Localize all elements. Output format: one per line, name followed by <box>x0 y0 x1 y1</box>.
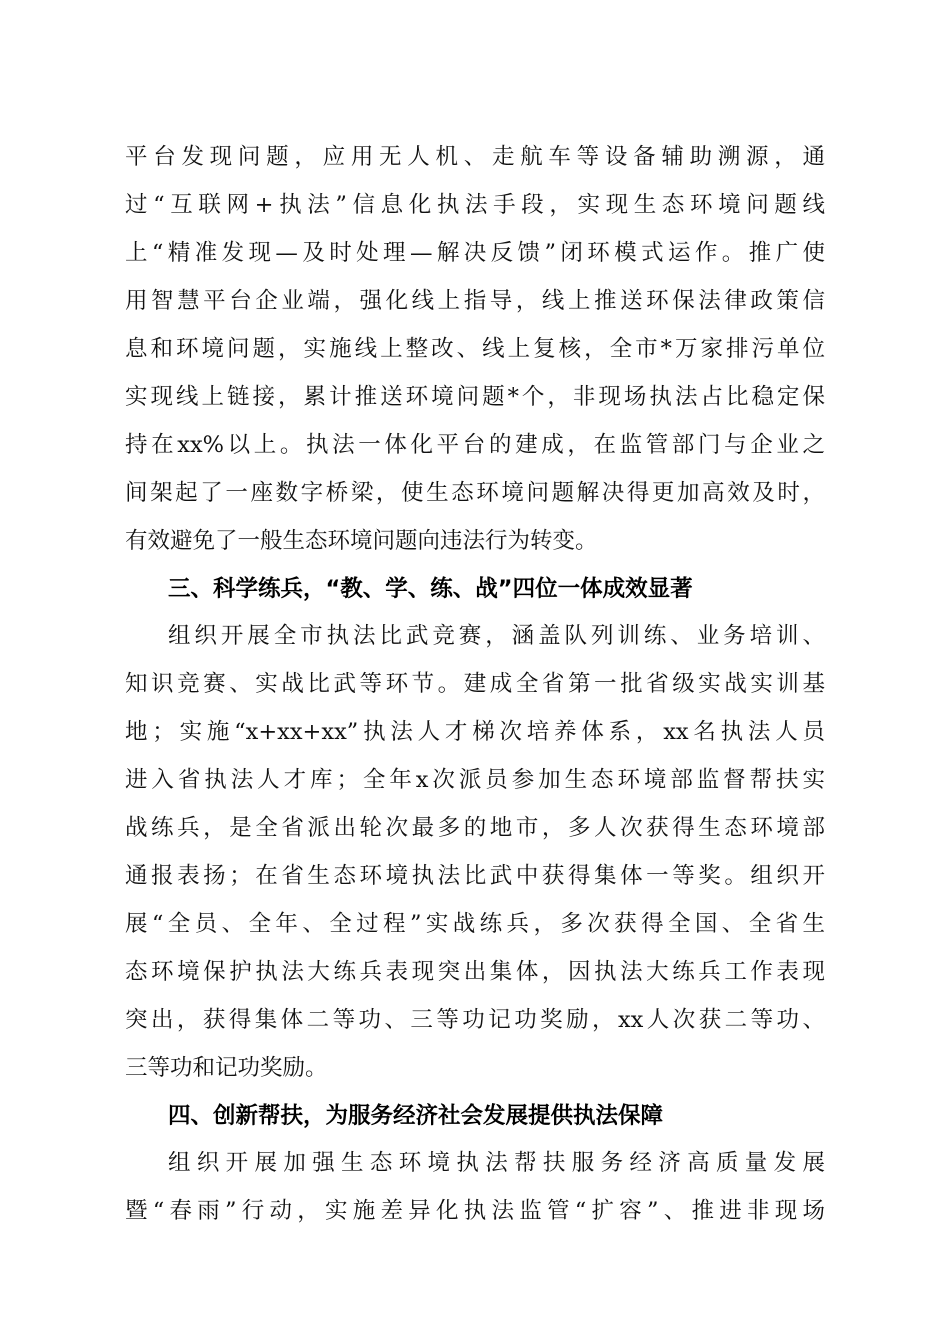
paragraph-line: 组织开展全市执法比武竞赛，涵盖队列训练、业务培训、 <box>168 623 825 649</box>
paragraph-line: 平台发现问题，应用无人机、走航车等设备辅助溯源，通 <box>125 144 825 170</box>
paragraph-line: 上“精准发现—及时处理—解决反馈”闭环模式运作。推广使 <box>125 240 825 266</box>
paragraph-line: 用智慧平台企业端，强化线上指导，线上推送环保法律政策信 <box>125 288 825 314</box>
paragraph-line: 进入省执法人才库；全年x次派员参加生态环境部监督帮扶实 <box>125 767 825 793</box>
paragraph-line: 三等功和记功奖励。 <box>125 1055 328 1081</box>
paragraph-line: 知识竞赛、实战比武等环节。建成全省第一批省级实战实训基 <box>125 671 825 697</box>
paragraph-line: 突出，获得集体二等功、三等功记功奖励，xx人次获二等功、 <box>125 1007 825 1033</box>
paragraph-line: 过“互联网+执法”信息化执法手段，实现生态环境问题线 <box>125 192 825 218</box>
section-heading-4: 四、创新帮扶，为服务经济社会发展提供执法保障 <box>168 1103 664 1129</box>
paragraph-line: 展“全员、全年、全过程”实战练兵，多次获得全国、全省生 <box>125 911 825 937</box>
paragraph-line: 暨“春雨”行动，实施差异化执法监管“扩容”、推进非现场 <box>125 1198 825 1224</box>
paragraph-line: 组织开展加强生态环境执法帮扶服务经济高质量发展 <box>168 1150 825 1176</box>
paragraph-line: 息和环境问题，实施线上整改、线上复核，全市*万家排污单位 <box>125 336 825 362</box>
paragraph-line: 通报表扬；在省生态环境执法比武中获得集体一等奖。组织开 <box>125 863 825 889</box>
paragraph-line: 间架起了一座数字桥梁，使生态环境问题解决得更加高效及时， <box>125 480 825 506</box>
paragraph-line: 战练兵，是全省派出轮次最多的地市，多人次获得生态环境部 <box>125 815 825 841</box>
paragraph-line: 态环境保护执法大练兵表现突出集体，因执法大练兵工作表现 <box>125 959 825 985</box>
paragraph-line: 地；实施“x+xx+xx”执法人才梯次培养体系，xx名执法人员 <box>125 719 825 745</box>
paragraph-line: 实现线上链接，累计推送环境问题*个，非现场执法占比稳定保 <box>125 384 825 410</box>
paragraph-line: 有效避免了一般生态环境问题向违法行为转变。 <box>125 528 598 554</box>
paragraph-line: 持在xx%以上。执法一体化平台的建成，在监管部门与企业之 <box>125 432 825 458</box>
section-heading-3: 三、科学练兵，“教、学、练、战”四位一体成效显著 <box>168 576 693 602</box>
